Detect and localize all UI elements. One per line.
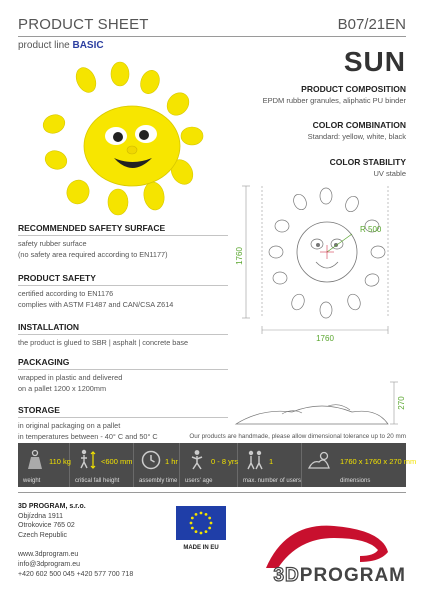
top-view-drawing xyxy=(232,182,408,344)
child-icon xyxy=(185,448,209,472)
strip-assembly-time: 1 hr assembly time xyxy=(134,443,180,487)
width-dimension-label: 1760 xyxy=(316,334,334,343)
spec-color-combination: COLOR COMBINATION Standard: yellow, white, black xyxy=(307,120,406,141)
eu-star xyxy=(195,530,198,533)
eu-star xyxy=(190,522,193,525)
header-divider xyxy=(18,36,406,37)
fall-height-icon xyxy=(75,448,99,472)
info-strip xyxy=(18,443,417,487)
eu-star xyxy=(205,513,208,516)
radius-label: R 500 xyxy=(360,225,382,234)
eu-star xyxy=(200,532,203,535)
product-line-name: BASIC xyxy=(72,40,104,51)
sheet-title: PRODUCT SHEET xyxy=(18,16,149,33)
footer-divider xyxy=(18,492,406,493)
users-icon xyxy=(243,448,267,472)
strip-weight: 110 kg weight xyxy=(18,443,70,487)
section-safety-surface: RECOMMENDED SAFETY SURFACE safety rubber surface (no safety area required according to EN1177) xyxy=(18,223,228,260)
clock-icon xyxy=(139,448,163,472)
spec-composition: PRODUCT COMPOSITION EPDM rubber granules, aliphatic PU binder xyxy=(262,84,406,105)
sun-product-image xyxy=(22,60,218,216)
eu-star xyxy=(191,527,194,530)
company-phones: +420 602 500 045 +420 577 700 718 xyxy=(18,571,134,578)
strip-max-users: 1 max. number of users xyxy=(238,443,302,487)
eu-star xyxy=(208,517,211,520)
strip-fall-height: <600 mm critical fall height xyxy=(70,443,134,487)
company-web-link[interactable]: www.3dprogram.eu xyxy=(18,551,79,558)
spec-color-stability: COLOR STABILITY UV stable xyxy=(329,157,406,178)
eu-star xyxy=(195,513,198,516)
section-product-safety: PRODUCT SAFETY certified according to EN1176 complies with ASTM F1487 and CAN/CSA Z614 xyxy=(18,273,228,310)
height-dimension-label: 1760 xyxy=(235,247,244,265)
strip-users-age: 0 - 8 yrs users' age xyxy=(180,443,238,487)
eu-star xyxy=(200,512,203,515)
sheet-header xyxy=(18,0,406,38)
company-name: 3D PROGRAM, s.r.o. xyxy=(18,503,86,510)
section-storage: STORAGE in original packaging on a pallet in temperatures between - 40° C and 50° C xyxy=(18,405,228,442)
brand-logo-text: 3DPROGRAM xyxy=(273,565,406,586)
side-height-label: 270 xyxy=(397,396,406,410)
tolerance-note: Our products are handmade, please allow dimensional tolerance up to 20 mm xyxy=(189,433,406,440)
eu-star xyxy=(210,522,213,525)
side-view-drawing xyxy=(232,378,408,430)
product-name: SUN xyxy=(343,46,406,77)
section-packaging: PACKAGING wrapped in plastic and delivered on a pallet 1200 x 1200mm xyxy=(18,357,228,394)
section-installation: INSTALLATION the product is glued to SBR | asphalt | concrete base xyxy=(18,322,228,349)
strip-dimensions: 1760 x 1760 x 270 mm dimensions xyxy=(302,443,406,487)
made-in-eu-label: MADE IN EU xyxy=(183,545,219,551)
company-email-link[interactable]: info@3dprogram.eu xyxy=(18,561,80,568)
eu-star xyxy=(205,530,208,533)
eu-flag-icon xyxy=(176,506,226,540)
weight-icon xyxy=(23,448,47,472)
company-address: 3D PROGRAM, s.r.o. Objízdna 1911 Otrokovice 765 02 Czech Republic xyxy=(18,503,86,539)
sheet-code: B07/21EN xyxy=(337,16,406,33)
dimensions-icon xyxy=(307,448,331,472)
eu-star xyxy=(191,517,194,520)
company-contact xyxy=(18,550,133,580)
product-line: product line BASIC xyxy=(18,40,104,51)
eu-star xyxy=(208,527,211,530)
